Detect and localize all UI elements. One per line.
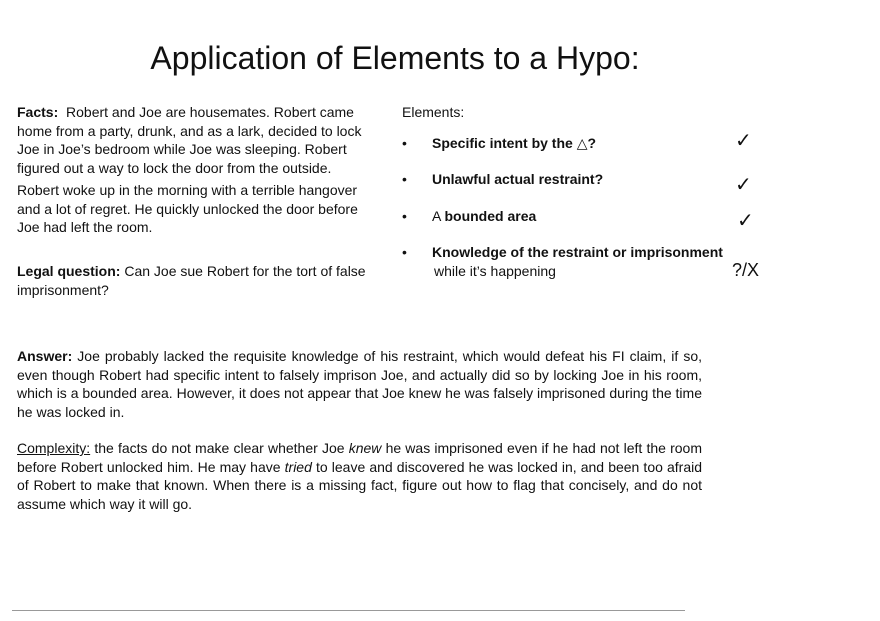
elements-list xyxy=(402,103,742,298)
element-item-restraint xyxy=(402,170,742,189)
legal-question-text: Can Joe sue Robert for the tort of false imprisonment? xyxy=(17,263,366,298)
complexity-text-1: the facts do not make clear whether Joe xyxy=(94,440,345,456)
checkmark-bounded-area: ✓ xyxy=(737,210,754,232)
page-title: Application of Elements to a Hypo: xyxy=(150,40,640,76)
elements-heading: Elements: xyxy=(402,104,465,120)
answer-paragraph xyxy=(17,347,702,421)
element-knowledge-text: Knowledge of the restraint or imprisonment xyxy=(432,244,723,260)
answer-text: Joe probably lacked the requisite knowledge of his restraint, which would defeat his FI claim, if so, even though Robert had specific intent to falsely imprison Joe, and actually did so by locking Joe in his room, which is a bounded area. However, it does not appear that Joe knew he was falsely imprisoned during the time he was locked in. xyxy=(17,348,702,420)
element-item-bounded-area xyxy=(402,207,742,226)
element-bounded-text: bounded area xyxy=(444,207,537,224)
answer-label: Answer: xyxy=(17,348,73,364)
facts-paragraph-1 xyxy=(17,103,377,177)
footer-divider xyxy=(12,610,685,611)
legal-question xyxy=(17,262,377,299)
complexity-knew: knew xyxy=(348,440,382,456)
answer-section xyxy=(17,347,702,531)
bullet: • xyxy=(402,207,407,224)
complexity-paragraph xyxy=(17,439,702,513)
legal-question-label: Legal question: xyxy=(17,263,121,279)
facts-label: Facts: xyxy=(17,104,59,120)
checkmark-intent: ✓ xyxy=(735,130,752,152)
element-item-intent xyxy=(402,134,742,153)
facts-text-2: Robert woke up in the morning with a terrible hangover and a lot of regret. He quickly unlocked the door before Joe had left the room. xyxy=(17,182,358,235)
bullet: • xyxy=(402,171,407,187)
facts-paragraph-2 xyxy=(17,181,377,237)
facts-text-1: Robert and Joe are housemates. Robert came home from a party, drunk, and as a lark, decided to lock Joe in Joe’s bedroom while Joe was sleeping. Robert figured out a way to lock the door from the outside. xyxy=(17,104,362,176)
bullet: • xyxy=(402,244,407,260)
element-knowledge-continuation: while it’s happening xyxy=(434,262,556,279)
bullet: • xyxy=(402,134,407,151)
facts-section xyxy=(17,103,377,241)
checkmark-restraint: ✓ xyxy=(735,174,752,196)
complexity-text-3: to leave and discovered he was locked in, and been too afraid of Robert to make that known. When there is a missing fact, figure out how to flag that concisely, and do not assume which way it will go. xyxy=(17,458,703,512)
element-bounded-prefix: A xyxy=(432,207,441,224)
element-item-knowledge xyxy=(402,243,742,280)
element-restraint-text: Unlawful actual restraint? xyxy=(432,171,604,187)
complexity-label: Complexity: xyxy=(17,440,91,456)
complexity-tried: tried xyxy=(284,458,312,475)
complexity-text-2: he was imprisoned even if he had not left the room before Robert unlocked him. He may have xyxy=(17,440,702,475)
uncertain-mark-knowledge: ?/X xyxy=(732,260,760,280)
element-intent-text: Specific intent by the △? xyxy=(432,134,597,151)
